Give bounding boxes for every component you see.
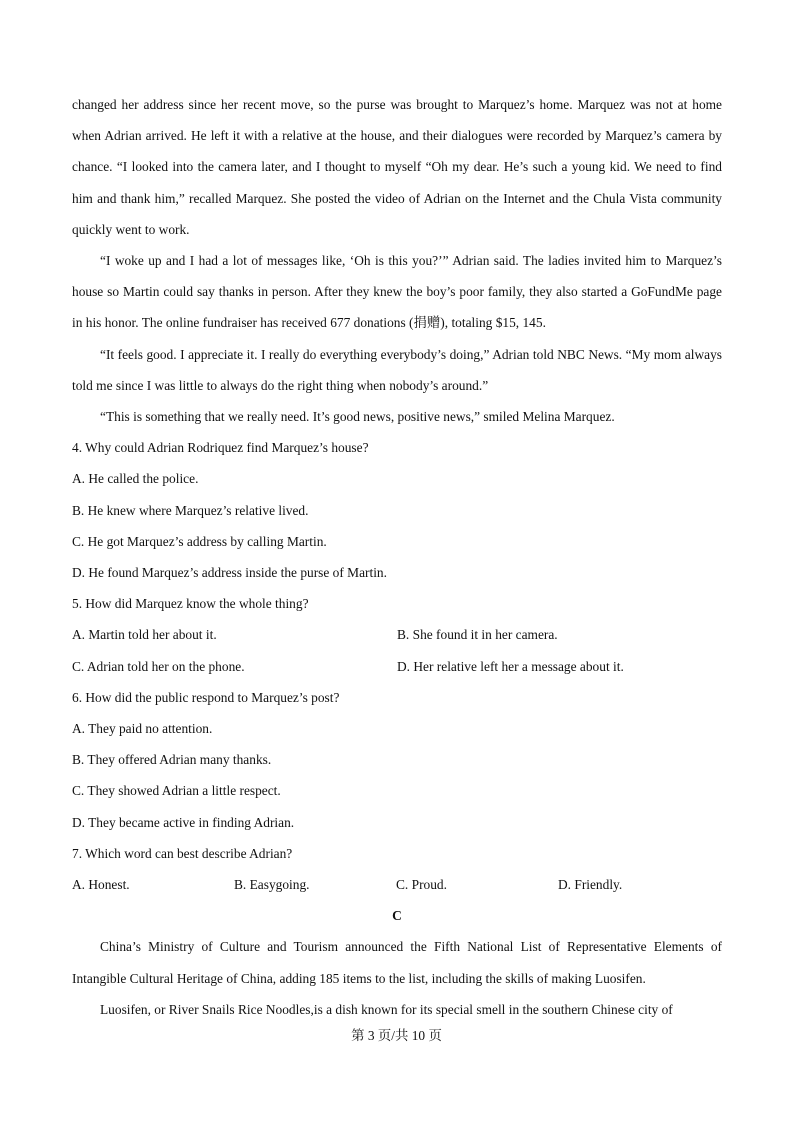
option-c: C. Proud. (396, 877, 447, 893)
passage-c-paragraph-1: China’s Ministry of Culture and Tourism announced the Fifth National List of Representative Elements of Intangible Cultural Heritage of China, adding 185 items to the list, including the skills of making Luosifen. (72, 939, 722, 986)
option-c: C. They showed Adrian a little respect. (72, 783, 281, 799)
option-row (72, 619, 722, 650)
option-d: D. Her relative left her a message about it. (397, 658, 624, 674)
passage-b-paragraph-2: “I woke up and I had a lot of messages like, ‘Oh is this you?’” Adrian said. The ladies invited him to Marquez’s house so Martin could say thanks in person. After they knew the boy’s poor family, they also started a GoFundMe page in his honor. The online fundraiser has received 677 donations (捐赠), totaling $15, 145. (72, 253, 722, 331)
question-stem: 4. Why could Adrian Rodriquez find Marquez’s house? (72, 440, 369, 456)
page-number-footer: 第 3 页/共 10 页 (351, 1028, 442, 1043)
option-d: D. He found Marquez’s address inside the purse of Martin. (72, 565, 387, 581)
question-4 (72, 432, 722, 588)
question-7 (72, 838, 722, 900)
option-d: D. They became active in finding Adrian. (72, 814, 295, 830)
option-b: B. They offered Adrian many thanks. (72, 752, 272, 768)
option-b: B. Easygoing. (234, 877, 310, 893)
page-content (72, 89, 722, 1025)
question-stem: 5. How did Marquez know the whole thing? (72, 596, 309, 612)
question-5 (72, 588, 722, 682)
option-a: A. They paid no attention. (72, 721, 213, 737)
option-b: B. He knew where Marquez’s relative lived. (72, 502, 309, 518)
option-c: C. He got Marquez’s address by calling Martin. (72, 533, 327, 549)
option-c: C. Adrian told her on the phone. (72, 658, 245, 674)
option-row (72, 651, 722, 682)
option-a: A. Martin told her about it. (72, 627, 217, 643)
question-6 (72, 682, 722, 838)
question-stem: 6. How did the public respond to Marquez’s post? (72, 689, 340, 705)
option-b: B. She found it in her camera. (397, 627, 558, 643)
passage-b-paragraph-4: “This is something that we really need. It’s good news, positive news,” smiled Melina Marquez. (100, 409, 615, 425)
option-a: A. He called the police. (72, 471, 199, 487)
section-heading-c: C (392, 908, 402, 924)
passage-b-paragraph-3: “It feels good. I appreciate it. I really do everything everybody’s doing,” Adrian told NBC News. “My mom always told me since I was little to always do the right thing when nobody’s around.” (72, 346, 722, 393)
option-d: D. Friendly. (558, 877, 623, 893)
option-a: A. Honest. (72, 877, 130, 893)
passage-b-paragraph-1: changed her address since her recent move, so the purse was brought to Marquez’s home. Marquez was not at home when Adrian arrived. He left it with a relative at the house, and their dialogues were recorded by Marquez’s camera by chance. “I looked into the camera later, and I thought to myself “Oh my dear. He’s such a young kid. We need to find him and thank him,” recalled Marquez. She posted the video of Adrian on the Internet and the Chula Vista community quickly went to work. (72, 97, 722, 237)
passage-c-paragraph-2: Luosifen, or River Snails Rice Noodles,is a dish known for its special smell in the southern Chinese city of (100, 1001, 673, 1017)
question-stem: 7. Which word can best describe Adrian? (72, 845, 293, 861)
option-row (72, 869, 722, 900)
